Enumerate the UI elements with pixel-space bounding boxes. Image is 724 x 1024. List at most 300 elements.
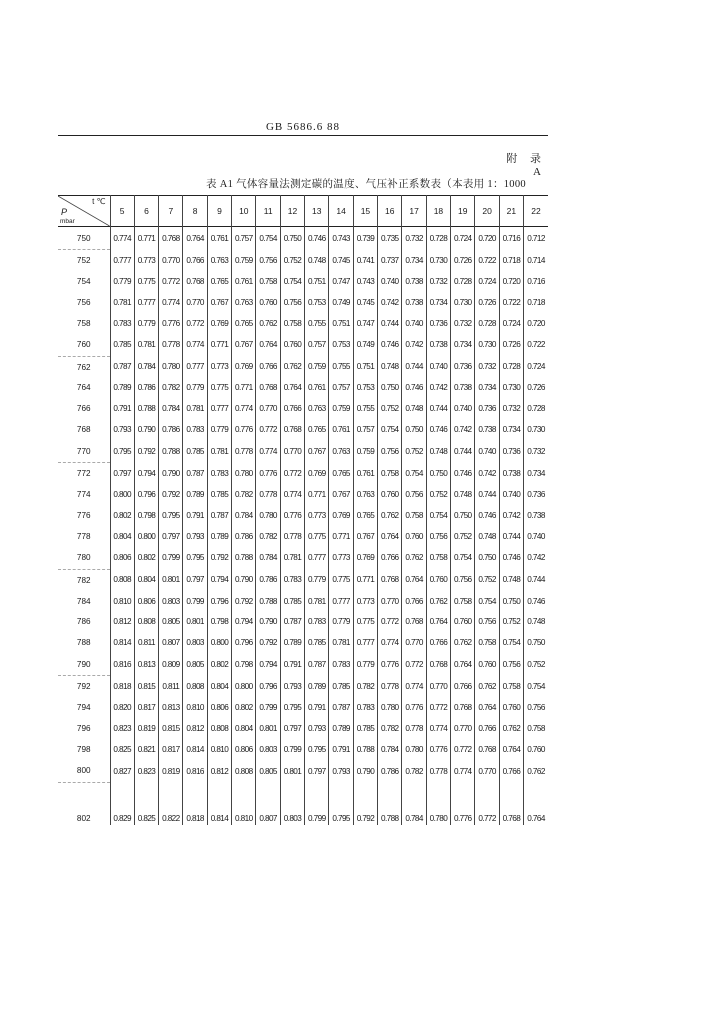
factor-cell: 0.724 [475,271,499,292]
factor-cell: 0.752 [524,653,548,676]
factor-cell: 0.771 [305,484,329,505]
factor-cell: 0.724 [451,227,475,250]
factor-cell: 0.802 [134,547,158,570]
factor-cell: 0.804 [110,526,134,547]
factor-cell: 0.782 [353,676,377,697]
factor-cell: 0.742 [475,463,499,484]
factor-cell: 0.783 [329,653,353,676]
table-row [58,313,548,334]
temperature-header: 15 [353,196,377,227]
factor-cell: 0.760 [256,292,280,313]
factor-cell: 0.718 [524,292,548,313]
factor-cell: 0.768 [475,739,499,760]
factor-cell: 0.783 [305,611,329,632]
pressure-cell: 764 [76,383,91,393]
factor-cell: 0.777 [134,292,158,313]
factor-cell: 0.740 [499,484,523,505]
factor-cell: 0.782 [378,718,402,739]
factor-cell: 0.774 [426,718,450,739]
factor-cell: 0.751 [305,271,329,292]
factor-cell: 0.736 [426,313,450,334]
pressure-cell: 790 [58,653,110,676]
factor-cell: 0.793 [305,718,329,739]
factor-cell: 0.757 [329,377,353,398]
factor-cell: 0.800 [232,676,256,697]
factor-cell: 0.779 [207,419,231,440]
pressure-cell: 766 [76,404,91,414]
factor-cell: 0.811 [134,632,158,653]
factor-cell: 0.772 [475,782,499,825]
factor-cell: 0.745 [353,292,377,313]
factor-cell: 0.714 [524,250,548,271]
table-row [58,334,548,357]
factor-cell: 0.762 [524,760,548,783]
temperature-header: 12 [280,196,304,227]
factor-cell: 0.806 [110,547,134,570]
factor-cell: 0.818 [183,782,207,825]
factor-cell: 0.755 [329,356,353,377]
factor-cell: 0.822 [159,782,183,825]
factor-cell: 0.825 [134,782,158,825]
factor-cell: 0.730 [451,292,475,313]
factor-cell: 0.773 [305,505,329,526]
factor-cell: 0.753 [329,334,353,357]
factor-cell: 0.798 [134,505,158,526]
factor-cell: 0.776 [232,419,256,440]
factor-cell: 0.734 [426,292,450,313]
factor-cell: 0.726 [475,292,499,313]
temperature-header: 14 [329,196,353,227]
factor-cell: 0.775 [305,526,329,547]
factor-cell: 0.736 [524,484,548,505]
header-rule [58,135,548,136]
factor-cell: 0.818 [110,676,134,697]
factor-cell: 0.799 [159,547,183,570]
pressure-cell: 796 [76,723,91,733]
factor-cell: 0.779 [183,377,207,398]
factor-cell: 0.764 [183,227,207,250]
factor-cell: 0.808 [232,760,256,783]
factor-cell: 0.779 [134,313,158,334]
factor-cell: 0.823 [110,718,134,739]
factor-cell: 0.787 [183,463,207,484]
factor-cell: 0.751 [353,356,377,377]
factor-cell: 0.774 [232,398,256,419]
factor-cell: 0.805 [183,653,207,676]
factor-cell: 0.738 [451,377,475,398]
pressure-cell: 752 [76,255,91,265]
table-row [58,484,548,505]
factor-cell: 0.740 [524,526,548,547]
factor-cell: 0.761 [232,271,256,292]
factor-cell: 0.772 [256,419,280,440]
factor-cell: 0.763 [329,440,353,463]
factor-cell: 0.722 [475,250,499,271]
pressure-cell: 772 [76,469,91,479]
factor-cell: 0.792 [232,591,256,612]
factor-cell: 0.779 [329,611,353,632]
factor-cell: 0.770 [475,760,499,783]
factor-cell: 0.753 [305,292,329,313]
factor-cell: 0.750 [451,505,475,526]
factor-cell: 0.740 [402,313,426,334]
factor-cell: 0.779 [305,569,329,590]
factor-cell: 0.786 [256,569,280,590]
factor-cell: 0.779 [353,653,377,676]
factor-cell: 0.801 [280,760,304,783]
factor-cell: 0.771 [134,227,158,250]
factor-cell: 0.778 [232,440,256,463]
factor-cell: 0.784 [378,739,402,760]
correction-table [58,195,548,825]
factor-cell: 0.768 [451,697,475,718]
factor-cell: 0.779 [110,271,134,292]
factor-cell: 0.787 [329,697,353,718]
factor-cell: 0.736 [451,356,475,377]
factor-cell: 0.774 [159,292,183,313]
factor-cell: 0.765 [329,463,353,484]
factor-cell: 0.762 [451,632,475,653]
factor-cell: 0.819 [134,718,158,739]
factor-cell: 0.766 [499,760,523,783]
factor-cell: 0.825 [110,739,134,760]
factor-cell: 0.752 [499,611,523,632]
factor-cell: 0.788 [232,547,256,570]
factor-cell: 0.756 [524,697,548,718]
factor-cell: 0.791 [183,505,207,526]
factor-cell: 0.773 [207,356,231,377]
factor-cell: 0.764 [426,611,450,632]
factor-cell: 0.767 [305,440,329,463]
temperature-header: 6 [134,196,158,227]
factor-cell: 0.789 [207,526,231,547]
temperature-header: 20 [475,196,499,227]
table-row [58,632,548,653]
factor-cell: 0.720 [475,227,499,250]
factor-cell: 0.740 [378,271,402,292]
factor-cell: 0.746 [475,505,499,526]
factor-cell: 0.795 [159,505,183,526]
factor-cell: 0.773 [353,591,377,612]
factor-cell: 0.763 [207,250,231,271]
factor-cell: 0.792 [256,632,280,653]
table-row [58,697,548,718]
pressure-axis-label: P [61,207,68,217]
factor-cell: 0.812 [183,718,207,739]
factor-cell: 0.768 [402,611,426,632]
factor-cell: 0.774 [183,334,207,357]
factor-cell: 0.750 [280,227,304,250]
factor-cell: 0.787 [207,505,231,526]
factor-cell: 0.740 [451,398,475,419]
factor-cell: 0.786 [232,526,256,547]
factor-cell: 0.726 [451,250,475,271]
factor-cell: 0.746 [305,227,329,250]
factor-cell: 0.768 [183,271,207,292]
factor-cell: 0.770 [256,398,280,419]
table-row [58,760,548,783]
factor-cell: 0.758 [402,505,426,526]
factor-cell: 0.766 [426,632,450,653]
factor-cell: 0.795 [329,782,353,825]
factor-cell: 0.766 [280,398,304,419]
factor-cell: 0.751 [329,313,353,334]
factor-cell: 0.746 [426,419,450,440]
factor-cell: 0.792 [207,547,231,570]
factor-cell: 0.774 [110,227,134,250]
temperature-header: 21 [499,196,523,227]
factor-cell: 0.749 [329,292,353,313]
factor-cell: 0.819 [159,760,183,783]
factor-cell: 0.761 [305,377,329,398]
factor-cell: 0.776 [451,782,475,825]
factor-cell: 0.792 [353,782,377,825]
factor-cell: 0.720 [524,313,548,334]
factor-cell: 0.724 [524,356,548,377]
factor-cell: 0.788 [159,440,183,463]
factor-cell: 0.764 [524,782,548,825]
factor-cell: 0.797 [110,463,134,484]
pressure-cell: 770 [58,440,110,463]
factor-cell: 0.774 [451,760,475,783]
factor-cell: 0.753 [353,377,377,398]
table-row [58,547,548,570]
factor-cell: 0.726 [499,334,523,357]
factor-cell: 0.793 [110,419,134,440]
factor-cell: 0.808 [134,611,158,632]
factor-cell: 0.754 [378,419,402,440]
pressure-cell: 774 [76,489,91,499]
factor-cell: 0.796 [134,484,158,505]
factor-cell: 0.758 [524,718,548,739]
factor-cell: 0.767 [329,484,353,505]
factor-cell: 0.789 [329,718,353,739]
factor-cell: 0.796 [232,632,256,653]
factor-cell: 0.741 [353,250,377,271]
pressure-cell: 762 [76,362,91,372]
factor-cell: 0.829 [110,782,134,825]
factor-cell: 0.756 [475,611,499,632]
factor-cell: 0.716 [499,227,523,250]
factor-cell: 0.800 [110,484,134,505]
factor-cell: 0.755 [353,398,377,419]
factor-cell: 0.768 [280,419,304,440]
pressure-cell: 792 [76,682,91,692]
pressure-cell: 758 [76,318,91,328]
pressure-cell: 800 [58,760,110,783]
factor-cell: 0.776 [378,653,402,676]
factor-cell: 0.777 [207,398,231,419]
factor-cell: 0.746 [499,547,523,570]
factor-cell: 0.748 [475,526,499,547]
factor-cell: 0.770 [426,676,450,697]
factor-cell: 0.785 [305,632,329,653]
factor-cell: 0.789 [183,484,207,505]
factor-cell: 0.752 [402,440,426,463]
factor-cell: 0.786 [134,377,158,398]
factor-cell: 0.794 [207,569,231,590]
factor-cell: 0.732 [402,227,426,250]
factor-cell: 0.803 [183,632,207,653]
table-body [58,227,548,825]
temperature-header: 16 [378,196,402,227]
pressure-cell: 782 [76,575,91,585]
factor-cell: 0.761 [353,463,377,484]
table-row [58,718,548,739]
table-row [58,782,548,825]
factor-cell: 0.801 [183,611,207,632]
factor-cell: 0.759 [232,250,256,271]
factor-cell: 0.768 [256,377,280,398]
table-row [58,526,548,547]
factor-cell: 0.795 [110,440,134,463]
factor-cell: 0.780 [378,697,402,718]
factor-cell: 0.742 [524,547,548,570]
factor-cell: 0.769 [232,356,256,377]
factor-cell: 0.782 [402,760,426,783]
factor-cell: 0.782 [159,377,183,398]
factor-cell: 0.738 [499,463,523,484]
temperature-header: 8 [183,196,207,227]
factor-cell: 0.724 [499,313,523,334]
factor-cell: 0.775 [329,569,353,590]
factor-cell: 0.808 [183,676,207,697]
factor-cell: 0.758 [475,632,499,653]
factor-cell: 0.783 [183,419,207,440]
factor-cell: 0.770 [280,440,304,463]
table-row [58,739,548,760]
factor-cell: 0.772 [183,313,207,334]
factor-cell: 0.792 [134,440,158,463]
factor-cell: 0.754 [524,676,548,697]
factor-cell: 0.772 [280,463,304,484]
factor-cell: 0.788 [134,398,158,419]
factor-cell: 0.737 [378,250,402,271]
factor-cell: 0.812 [207,760,231,783]
factor-cell: 0.774 [280,484,304,505]
factor-cell: 0.762 [475,676,499,697]
factor-cell: 0.767 [353,526,377,547]
factor-cell: 0.759 [353,440,377,463]
temperature-header: 17 [402,196,426,227]
factor-cell: 0.750 [402,419,426,440]
factor-cell: 0.808 [207,718,231,739]
factor-cell: 0.732 [499,398,523,419]
pressure-cell: 756 [76,297,91,307]
factor-cell: 0.802 [232,697,256,718]
pressure-cell: 776 [76,510,91,520]
factor-cell: 0.734 [524,463,548,484]
factor-cell: 0.760 [475,653,499,676]
factor-cell: 0.781 [183,398,207,419]
table-row [58,569,548,590]
factor-cell: 0.746 [451,463,475,484]
table-caption: 表 A1 气体容量法测定碳的温度、气压补正系数表（本表用 1：1000 [206,179,526,190]
factor-cell: 0.781 [134,334,158,357]
factor-cell: 0.749 [353,334,377,357]
factor-cell: 0.752 [475,569,499,590]
factor-cell: 0.776 [426,739,450,760]
factor-cell: 0.795 [280,697,304,718]
factor-cell: 0.734 [402,250,426,271]
factor-cell: 0.781 [280,547,304,570]
factor-cell: 0.799 [305,782,329,825]
factor-cell: 0.814 [207,782,231,825]
factor-cell: 0.789 [305,676,329,697]
factor-cell: 0.765 [353,505,377,526]
factor-cell: 0.744 [378,313,402,334]
factor-cell: 0.766 [402,591,426,612]
header-row [58,196,548,227]
factor-cell: 0.756 [378,440,402,463]
factor-cell: 0.738 [426,334,450,357]
factor-cell: 0.799 [183,591,207,612]
factor-cell: 0.750 [426,463,450,484]
factor-cell: 0.738 [402,271,426,292]
factor-cell: 0.734 [451,334,475,357]
factor-cell: 0.794 [232,611,256,632]
factor-cell: 0.712 [524,227,548,250]
factor-cell: 0.767 [232,334,256,357]
factor-cell: 0.781 [110,292,134,313]
factor-cell: 0.799 [256,697,280,718]
factor-cell: 0.752 [451,526,475,547]
factor-cell: 0.774 [256,440,280,463]
factor-cell: 0.813 [159,697,183,718]
factor-cell: 0.738 [524,505,548,526]
factor-cell: 0.769 [305,463,329,484]
table-row [58,653,548,676]
table-row [58,505,548,526]
factor-cell: 0.768 [499,782,523,825]
factor-cell: 0.742 [426,377,450,398]
factor-cell: 0.752 [280,250,304,271]
factor-cell: 0.798 [207,611,231,632]
factor-cell: 0.761 [207,227,231,250]
factor-cell: 0.786 [378,760,402,783]
factor-cell: 0.781 [329,632,353,653]
factor-cell: 0.739 [353,227,377,250]
factor-cell: 0.782 [232,484,256,505]
factor-cell: 0.810 [207,739,231,760]
factor-cell: 0.781 [305,591,329,612]
factor-cell: 0.798 [232,653,256,676]
factor-cell: 0.763 [305,398,329,419]
factor-cell: 0.772 [159,271,183,292]
temperature-header: 22 [524,196,548,227]
factor-cell: 0.746 [378,334,402,357]
factor-cell: 0.786 [159,419,183,440]
factor-cell: 0.805 [159,611,183,632]
factor-cell: 0.801 [159,569,183,590]
factor-cell: 0.773 [134,250,158,271]
factor-cell: 0.744 [475,484,499,505]
factor-cell: 0.792 [159,484,183,505]
factor-cell: 0.791 [305,697,329,718]
factor-cell: 0.777 [353,632,377,653]
factor-cell: 0.764 [451,653,475,676]
factor-cell: 0.754 [426,505,450,526]
temperature-header: 5 [110,196,134,227]
factor-cell: 0.780 [159,356,183,377]
factor-cell: 0.770 [183,292,207,313]
factor-cell: 0.762 [499,718,523,739]
factor-cell: 0.742 [499,505,523,526]
factor-cell: 0.718 [499,250,523,271]
factor-cell: 0.806 [207,697,231,718]
factor-cell: 0.804 [232,718,256,739]
table-row [58,271,548,292]
